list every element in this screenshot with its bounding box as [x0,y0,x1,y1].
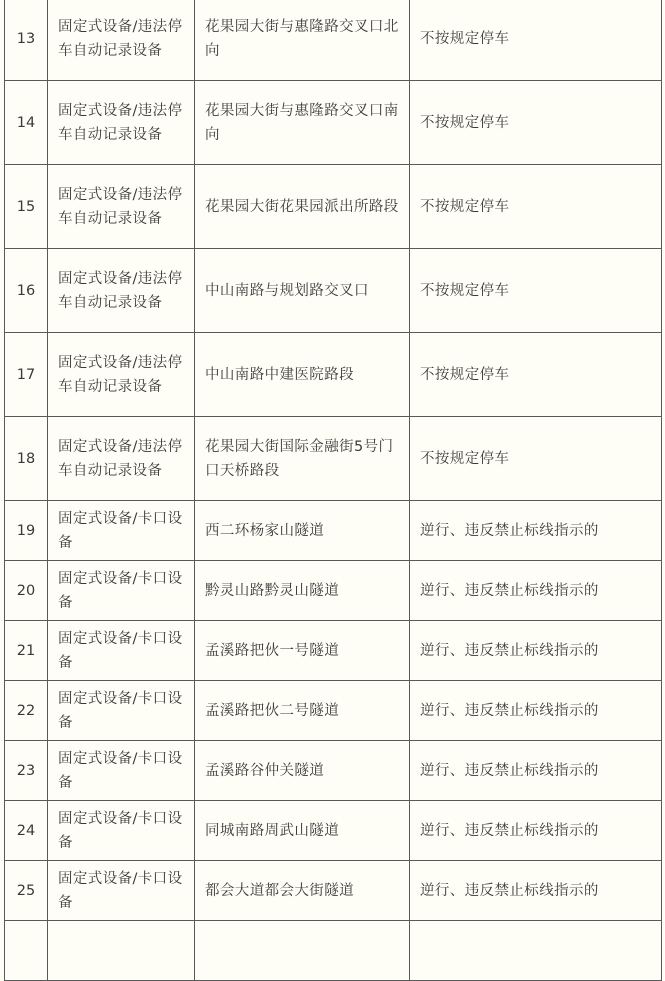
location-cell: 中山南路与规划路交叉口 [195,249,410,333]
table-row [5,165,662,249]
device-type-cell [48,921,195,981]
location-cell: 孟溪路把伙一号隧道 [195,621,410,681]
violation-cell: 逆行、违反禁止标线指示的 [410,681,662,741]
location-cell: 花果园大街国际金融街5号门口天桥路段 [195,417,410,501]
violation-cell: 不按规定停车 [410,417,662,501]
violation-cell: 逆行、违反禁止标线指示的 [410,561,662,621]
table-row [5,621,662,681]
location-cell: 孟溪路谷仲关隧道 [195,741,410,801]
row-number: 17 [5,333,48,417]
location-cell [195,921,410,981]
violation-cell: 不按规定停车 [410,249,662,333]
table-row [5,921,662,981]
table-row [5,741,662,801]
location-cell: 中山南路中建医院路段 [195,333,410,417]
table-row [5,81,662,165]
violation-cell: 逆行、违反禁止标线指示的 [410,861,662,921]
location-cell: 西二环杨家山隧道 [195,501,410,561]
violation-cell: 不按规定停车 [410,333,662,417]
location-cell: 黔灵山路黔灵山隧道 [195,561,410,621]
device-type-cell: 固定式设备/卡口设备 [48,501,195,561]
violation-cell [410,921,662,981]
row-number: 21 [5,621,48,681]
violation-cell: 逆行、违反禁止标线指示的 [410,501,662,561]
row-number: 15 [5,165,48,249]
row-number: 20 [5,561,48,621]
device-type-cell: 固定式设备/违法停车自动记录设备 [48,81,195,165]
table-row [5,417,662,501]
device-location-table [4,0,662,981]
row-number: 14 [5,81,48,165]
row-number: 22 [5,681,48,741]
violation-cell: 不按规定停车 [410,165,662,249]
table-row [5,249,662,333]
table-row [5,501,662,561]
row-number: 18 [5,417,48,501]
table-row [5,801,662,861]
table-row [5,561,662,621]
device-type-cell: 固定式设备/违法停车自动记录设备 [48,333,195,417]
device-type-cell: 固定式设备/违法停车自动记录设备 [48,165,195,249]
table-row [5,0,662,81]
device-type-cell: 固定式设备/卡口设备 [48,861,195,921]
row-number [5,921,48,981]
row-number: 25 [5,861,48,921]
device-type-cell: 固定式设备/违法停车自动记录设备 [48,249,195,333]
row-number: 19 [5,501,48,561]
violation-cell: 不按规定停车 [410,81,662,165]
violation-cell: 逆行、违反禁止标线指示的 [410,741,662,801]
location-cell: 花果园大街花果园派出所路段 [195,165,410,249]
device-type-cell: 固定式设备/卡口设备 [48,621,195,681]
device-type-cell: 固定式设备/卡口设备 [48,561,195,621]
device-type-cell: 固定式设备/违法停车自动记录设备 [48,0,195,81]
violation-cell: 逆行、违反禁止标线指示的 [410,801,662,861]
location-cell: 花果园大街与惠隆路交叉口北向 [195,0,410,81]
location-cell: 都会大道都会大街隧道 [195,861,410,921]
row-number: 24 [5,801,48,861]
table-body [5,0,662,981]
device-type-cell: 固定式设备/卡口设备 [48,801,195,861]
table-row [5,861,662,921]
table-row [5,333,662,417]
row-number: 13 [5,0,48,81]
location-cell: 同城南路周武山隧道 [195,801,410,861]
table-row [5,681,662,741]
device-type-cell: 固定式设备/卡口设备 [48,681,195,741]
violation-cell: 逆行、违反禁止标线指示的 [410,621,662,681]
device-type-cell: 固定式设备/违法停车自动记录设备 [48,417,195,501]
row-number: 23 [5,741,48,801]
location-cell: 孟溪路把伙二号隧道 [195,681,410,741]
row-number: 16 [5,249,48,333]
location-cell: 花果园大街与惠隆路交叉口南向 [195,81,410,165]
device-type-cell: 固定式设备/卡口设备 [48,741,195,801]
violation-cell: 不按规定停车 [410,0,662,81]
